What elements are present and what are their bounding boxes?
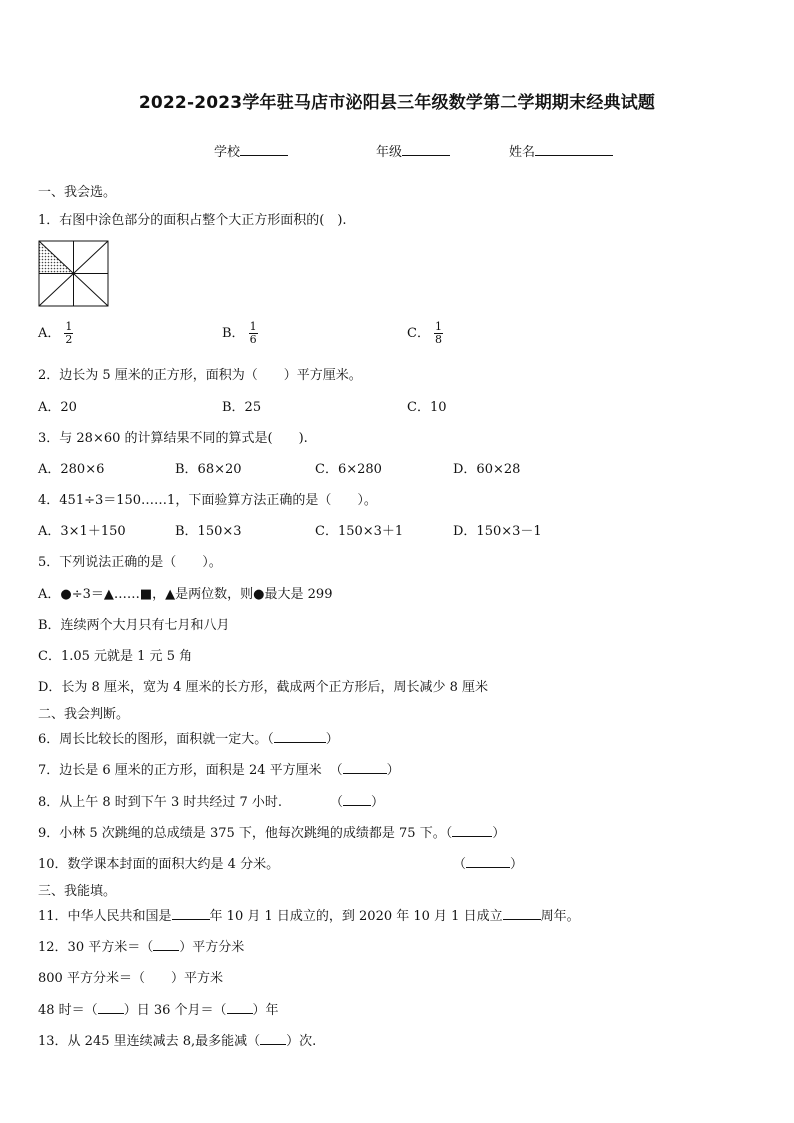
fraction (434, 321, 443, 346)
denominator: 6 (249, 333, 257, 346)
paren-close: ） (325, 732, 339, 747)
school-field (214, 141, 288, 160)
q5-option-a[interactable]: A．●÷3＝▲……■，▲是两位数，则●最大是 299 (38, 587, 333, 602)
answer-blank[interactable] (343, 793, 371, 806)
question-9 (38, 822, 505, 841)
question-5: 5．下列说法正确的是（ ）。 (38, 555, 222, 570)
answer-blank[interactable] (172, 907, 210, 920)
numerator: 1 (249, 320, 257, 333)
q3-option-b[interactable]: B．68×20 (175, 462, 242, 477)
question-8: 8．从上午 8 时到下午 3 时共经过 7 小时. (38, 795, 283, 810)
q4-option-c[interactable]: C．150×3＋1 (315, 524, 404, 539)
answer-blank[interactable] (153, 938, 179, 951)
answer-blank[interactable] (98, 1001, 124, 1014)
q10-answer (453, 853, 523, 872)
paren-open: （ (445, 826, 453, 841)
paren-close: ） (510, 857, 524, 872)
question-text: 11．中华人民共和国是 (38, 909, 172, 924)
name-field (509, 141, 613, 160)
fraction (64, 321, 73, 346)
q5-option-c[interactable]: C．1.05 元就是 1 元 5 角 (38, 649, 193, 664)
question-text: ）日 36 个月＝（ (123, 1003, 227, 1018)
denominator: 8 (434, 333, 442, 346)
question-text: ）平方分米 (179, 940, 245, 955)
question-12-line-2: 800 平方分米＝（ ）平方米 (38, 971, 223, 986)
question-text: 7．边长是 6 厘米的正方形，面积是 24 平方厘米 (38, 763, 322, 778)
question-text: 48 时＝（ (38, 1003, 98, 1018)
school-label: 学校 (214, 145, 241, 160)
paren-open: （ (329, 763, 343, 778)
paren-open: （ (330, 795, 344, 810)
q4-option-b[interactable]: B．150×3 (175, 524, 242, 539)
question-7 (38, 759, 400, 778)
question-text: 13．从 245 里连续减去 8,最多能减（ (38, 1034, 261, 1049)
question-10: 10．数学课本封面的面积大约是 4 分米。 (38, 857, 280, 872)
question-3: 3．与 28×60 的计算结果不同的算式是( ). (38, 431, 308, 446)
answer-blank[interactable] (343, 761, 387, 774)
school-blank[interactable] (240, 143, 288, 156)
answer-blank[interactable] (503, 907, 541, 920)
option-label: A． (38, 326, 61, 341)
q3-option-d[interactable]: D．60×28 (453, 462, 521, 477)
question-2: 2．边长为 5 厘米的正方形，面积为（ ）平方厘米。 (38, 368, 362, 383)
question-text: 年 10 月 1 日成立的，到 2020 年 10 月 1 日成立 (209, 909, 503, 924)
q3-option-c[interactable]: C．6×280 (315, 462, 382, 477)
numerator: 1 (434, 320, 442, 333)
grade-field (376, 141, 450, 160)
question-1: 1．右图中涂色部分的面积占整个大正方形面积的( ). (38, 213, 347, 228)
question-text: 12．30 平方米＝（ (38, 940, 154, 955)
q2-option-c[interactable]: C．10 (407, 400, 447, 415)
answer-blank[interactable] (274, 730, 326, 743)
denominator: 2 (65, 333, 73, 346)
question-13 (38, 1030, 316, 1049)
question-12-line-1 (38, 936, 244, 955)
option-label: C． (407, 326, 430, 341)
question-text: 周年。 (540, 909, 580, 924)
question-6 (38, 728, 339, 747)
answer-blank[interactable] (466, 855, 510, 868)
q5-option-b[interactable]: B．连续两个大月只有七月和八月 (38, 618, 230, 633)
q4-option-d[interactable]: D．150×3－1 (453, 524, 542, 539)
fraction (249, 321, 258, 346)
question-11 (38, 905, 580, 924)
section-heading-1: 一、我会选。 (38, 185, 117, 200)
question-12-line-3 (38, 999, 279, 1018)
q2-option-b[interactable]: B．25 (222, 400, 262, 415)
answer-blank[interactable] (452, 824, 492, 837)
paren-close: ） (386, 763, 400, 778)
q4-option-a[interactable]: A．3×1＋150 (38, 524, 126, 539)
option-label: B． (222, 326, 245, 341)
paren-open: （ (453, 857, 467, 872)
numerator: 1 (65, 320, 73, 333)
grade-blank[interactable] (402, 143, 450, 156)
q3-option-a[interactable]: A．280×6 (38, 462, 105, 477)
question-4: 4．451÷3＝150……1，下面验算方法正确的是（ ）。 (38, 493, 377, 508)
answer-blank[interactable] (227, 1001, 253, 1014)
q8-answer (330, 791, 384, 810)
q5-option-d[interactable]: D．长为 8 厘米，宽为 4 厘米的长方形，截成两个正方形后，周长减少 8 厘米 (38, 680, 489, 695)
section-heading-2: 二、我会判断。 (38, 707, 130, 722)
paren-close: ） (371, 795, 385, 810)
grade-label: 年级 (376, 145, 403, 160)
answer-blank[interactable] (260, 1032, 286, 1045)
question-text: 6．周长比较长的图形，面积就一定大。 (38, 732, 268, 747)
paren-close: ） (492, 826, 506, 841)
paren-open: （ (267, 732, 274, 747)
page-title: 2022-2023学年驻马店市泌阳县三年级数学第二学期期末经典试题 (138, 93, 656, 113)
question-text: ）次. (286, 1034, 317, 1049)
name-label: 姓名 (509, 145, 536, 160)
question-text: 9．小林 5 次跳绳的总成绩是 375 下，他每次跳绳的成绩都是 75 下。 (38, 826, 446, 841)
q2-option-a[interactable]: A．20 (38, 400, 77, 415)
q1-option-a[interactable] (38, 321, 73, 346)
q1-option-b[interactable] (222, 321, 258, 346)
name-blank[interactable] (535, 143, 613, 156)
question-text: ）年 (252, 1003, 279, 1018)
q1-option-c[interactable] (407, 321, 443, 346)
square-figure (38, 240, 109, 307)
section-heading-3: 三、我能填。 (38, 884, 117, 899)
